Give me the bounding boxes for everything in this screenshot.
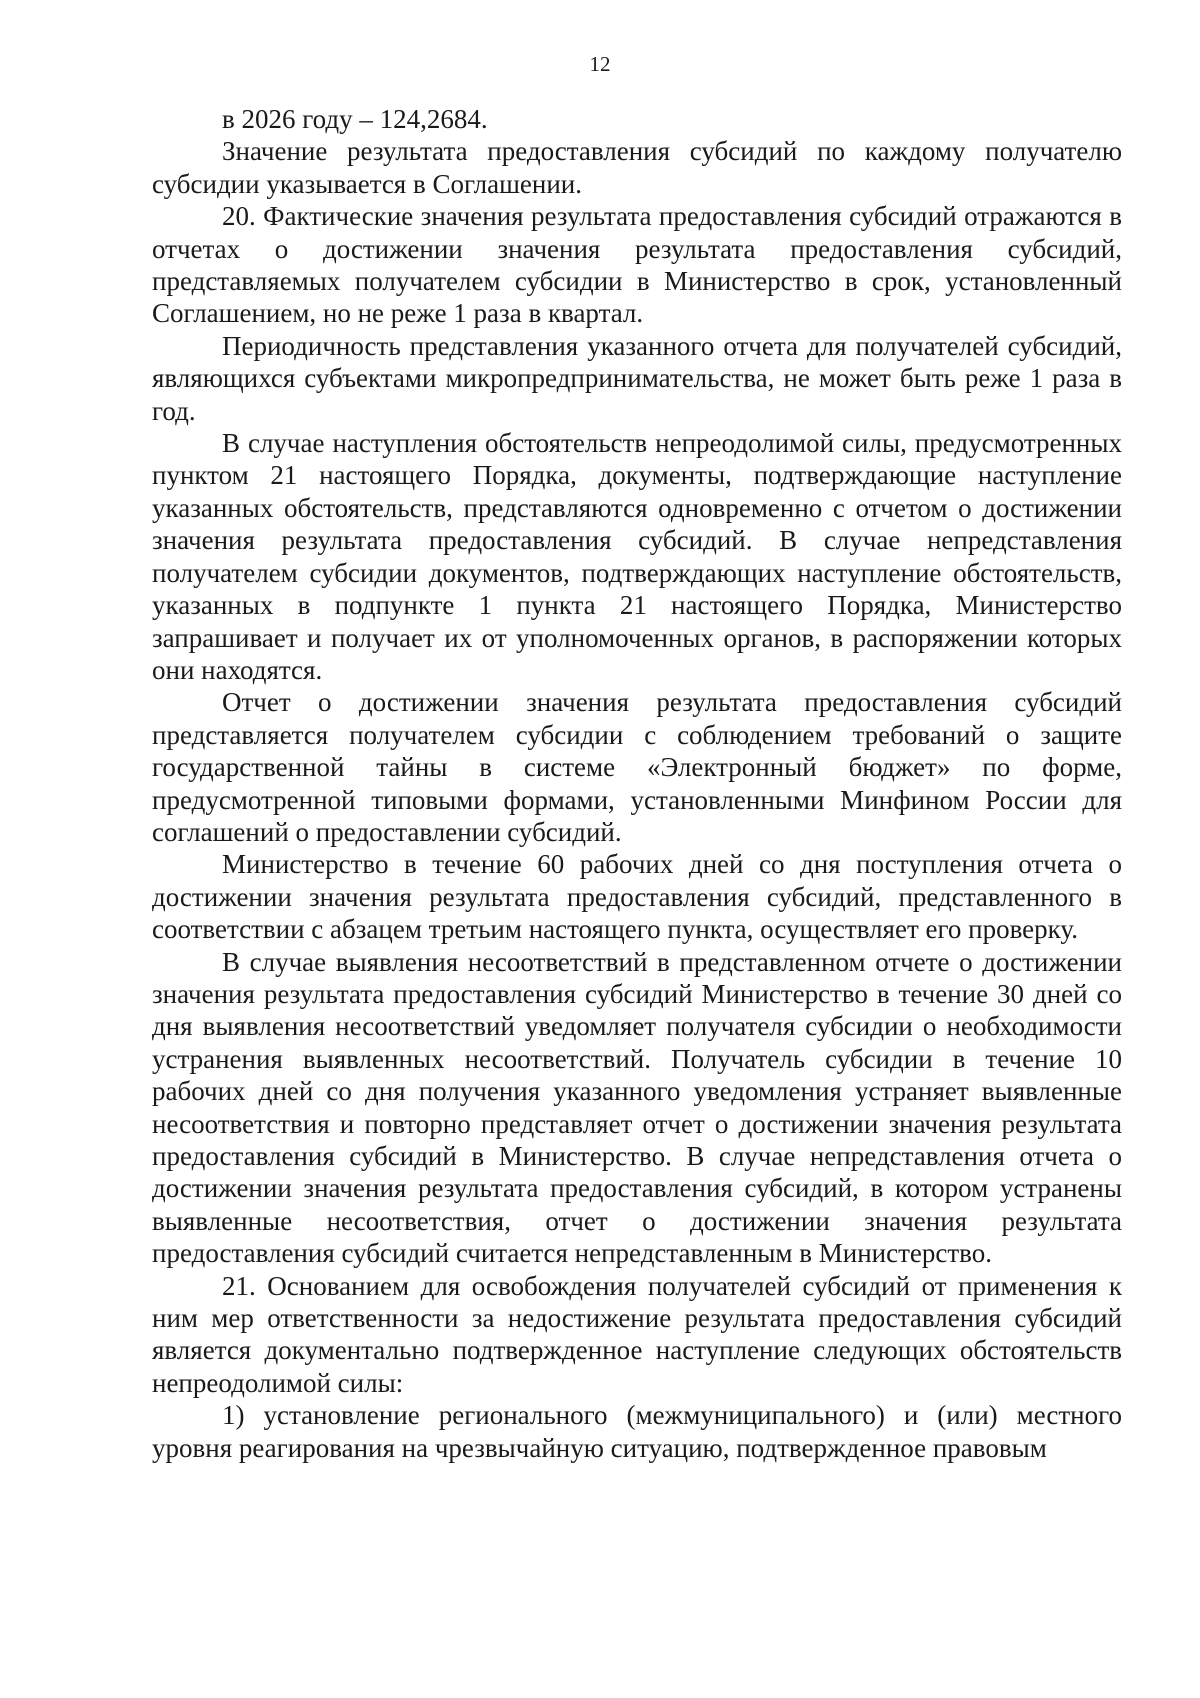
paragraph-report-periodicity: Периодичность представления указанного отчета для получателей субсидий, являющихся субъектами микропредпринимательства, не может быть реже 1 раза в год. xyxy=(152,330,1122,426)
paragraph-2026-value: в 2026 году – 124,2684. xyxy=(222,104,488,134)
page-number: 12 xyxy=(589,52,611,76)
paragraph-ministry-check: Министерство в течение 60 рабочих дней со дня поступления отчета о достижении значения результата предоставления субсидий, представленного в соответствии с абзацем третьим настоящего пункта, осуществляет его проверку. xyxy=(152,849,1122,945)
paragraph-item-20: 20. Фактические значения результата предоставления субсидий отражаются в отчетах о достижении значения результата предоставления субсидий, представляемых получателем субсидии в Министерство в срок, установленный Соглашением, но не реже 1 раза в квартал. xyxy=(152,201,1122,329)
paragraph-result-value: Значение результата предоставления субсидий по каждому получателю субсидии указывается в Соглашении. xyxy=(152,136,1122,199)
paragraph-item-21: 21. Основанием для освобождения получателей субсидий от применения к ним мер ответственности за недостижение результата предоставления субсидий является документально подтвержденное наступление следующих обстоятельств непреодолимой силы: xyxy=(152,1270,1122,1398)
document-body xyxy=(152,103,1122,1464)
paragraph-electronic-budget: Отчет о достижении значения результата предоставления субсидий представляется получателем субсидии с соблюдением требований о защите государственной тайны в системе «Электронный бюджет» по форме, предусмотренной типовыми формами, установленными Минфином России для соглашений о предоставлении субсидий. xyxy=(152,687,1122,847)
paragraph-force-majeure-documents: В случае наступления обстоятельств непреодолимой силы, предусмотренных пунктом 21 настоящего Порядка, документы, подтверждающие наступление указанных обстоятельств, представляются одновременно с отчетом о достижении значения результата предоставления субсидий. В случае непредставления получателем субсидии документов, подтверждающих наступление обстоятельств, указанных в подпункте 1 пункта 21 настоящего Порядка, Министерство запрашивает и получает их от уполномоченных органов, в распоряжении которых они находятся. xyxy=(152,428,1122,685)
paragraph-subitem-1: 1) установление регионального (межмуниципального) и (или) местного уровня реагирования на чрезвычайную ситуацию, подтвержденное правовым xyxy=(152,1400,1122,1463)
paragraph-discrepancies: В случае выявления несоответствий в представленном отчете о достижении значения результата предоставления субсидий Министерство в течение 30 дней со дня выявления несоответствий уведомляет получателя субсидии о необходимости устранения выявленных несоответствий. Получатель субсидии в течение 10 рабочих дней со дня получения указанного уведомления устраняет выявленные несоответствия и повторно представляет отчет о достижении значения результата предоставления субсидий в Министерство. В случае непредставления отчета о достижении значения результата предоставления субсидий, в котором устранены выявленные несоответствия, отчет о достижении значения результата предоставления субсидий считается непредставленным в Министерство. xyxy=(152,946,1122,1269)
